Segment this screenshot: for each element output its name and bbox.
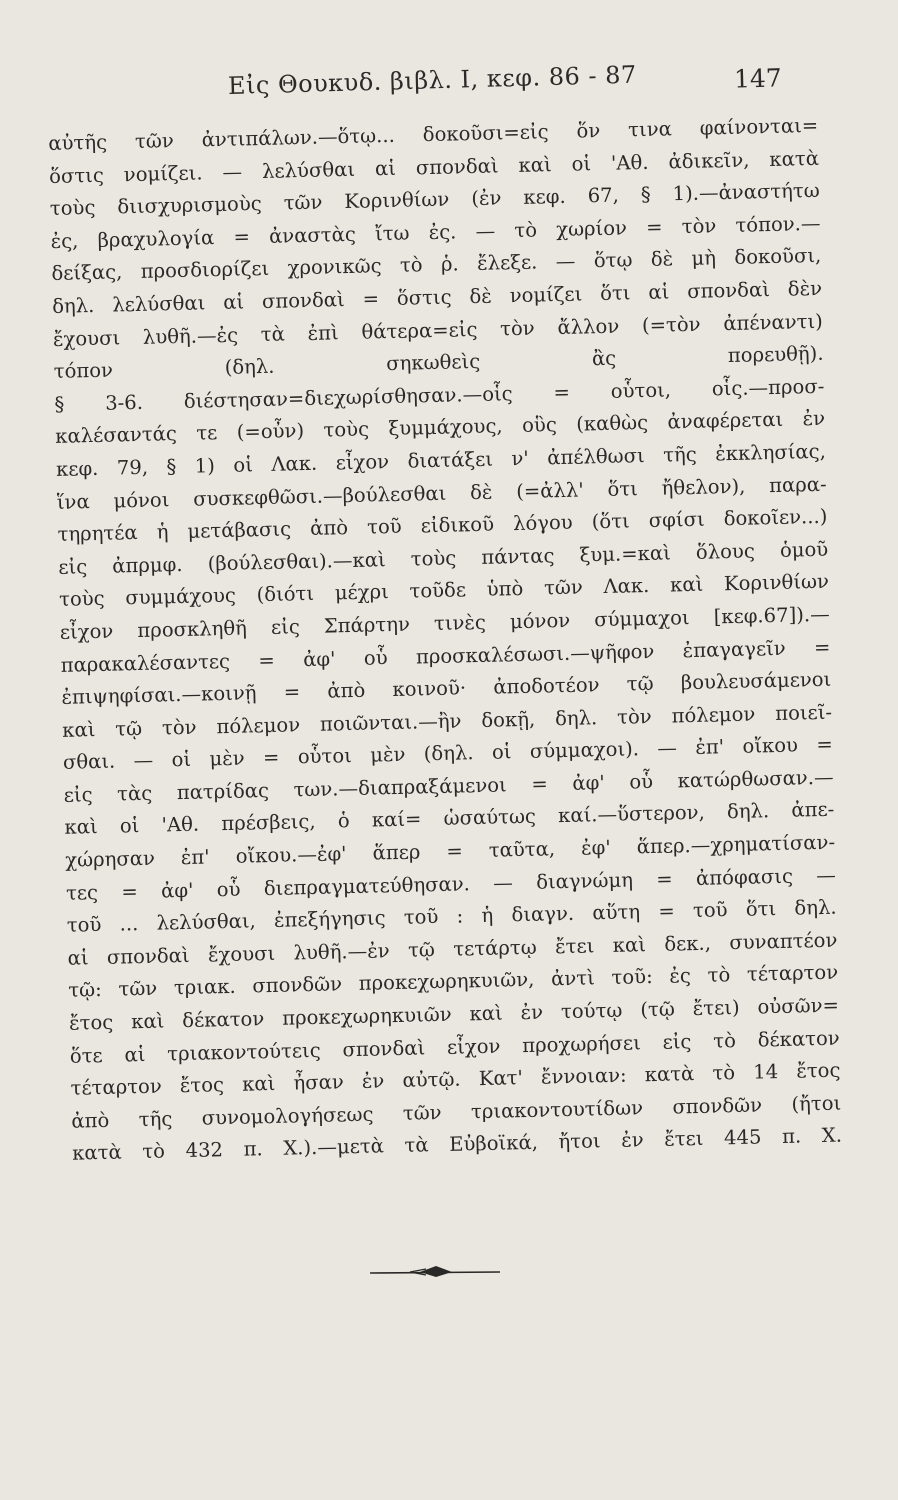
text-line: τοῦ ... λελύσθαι, ἐπεξήγησις τοῦ : ἡ διαγν. αὕτη = τοῦ ὅτι δηλ.: [66, 895, 837, 938]
text-line: ὅστις νομίζει. — λελύσθαι αἱ σπονδαὶ καὶ οἱ 'Αθ. ἀδικεῖν, κατὰ: [48, 146, 820, 188]
text-line: ὅτε αἱ τριακοντούτεις σπονδαὶ εἶχον προχωρήσει εἰς τὸ δέκατον: [69, 1026, 840, 1068]
page-number: 147: [733, 63, 783, 94]
text-line: δηλ. λελύσθαι αἱ σπονδαὶ = ὅστις δὲ νομίζει ὅτι αἱ σπονδαὶ δὲν: [51, 276, 823, 318]
text-line: κεφ. 79, § 1) οἱ Λακ. εἶχον διατάξει ν' ἀπέλθωσι τῆς ἐκκλησίας,: [55, 439, 827, 481]
text-line: τες = ἀφ' οὗ διεπραγματεύθησαν. — διαγνώμη = ἀπόφασις —: [65, 863, 837, 905]
text-line: τέταρτον ἔτος καὶ ἦσαν ἐν αὐτῷ. Κατ' ἔννοιαν: κατὰ τὸ 14 ἔτος: [70, 1058, 841, 1100]
text-line: τοὺς διισχυρισμοὺς τῶν Κορινθίων (ἐν κεφ. 67, § 1).—ἀναστήτω: [49, 179, 820, 221]
text-line: εἰς ἀπρμφ. (βούλεσθαι).—καὶ τοὺς πάντας ξυμ.=καὶ ὅλους ὁμοῦ: [58, 537, 829, 579]
text-line: εἰς τὰς πατρίδας των.—διαπραξάμενοι = ἀφ' οὗ κατώρθωσαν.—: [63, 765, 834, 807]
text-line: § 3-6. διέστησαν=διεχωρίσθησαν.—οἷς = οὗτοι, οἷς.—προσ-: [54, 374, 825, 416]
dash-flourish-icon: [370, 1262, 500, 1282]
text-line: τῷ: τῶν τριακ. σπονδῶν προκεχωρηκυιῶν, ἀντὶ τοῦ: ἐς τὸ τέταρτον: [68, 961, 839, 1003]
text-line: αἱ σπονδαὶ ἔχουσι λυθῆ.—ἐν τῷ τετάρτῳ ἔτει καὶ δεκ., συναπτέον: [67, 928, 838, 970]
text-line: ἐπιψηφίσαι.—κοινῇ = ἀπὸ κοινοῦ· ἀποδοτέον τῷ βουλευσάμενοι: [61, 667, 832, 709]
text-line: τοὺς συμμάχους (διότι μέχρι τοῦδε ὑπὸ τῶν Λακ. καὶ Κορινθίων: [58, 570, 830, 612]
page-header: [0, 62, 898, 106]
text-line: καὶ τῷ τὸν πόλεμον ποιῶνται.—ἢν δοκῇ, δηλ. τὸν πόλεμον ποιεῖ-: [61, 700, 833, 742]
commentary-text: [48, 110, 842, 1171]
text-line: ἔχουσι λυθῆ.—ἐς τὰ ἐπὶ θάτερα=εἰς τὸν ἄλλον (=τὸν ἀπέναντι): [52, 309, 824, 351]
text-line: τόπον (δηλ. σηκωθεὶς ἂς πορευθῇ).: [53, 341, 824, 384]
text-line: τηρητέα ἡ μετάβασις ἀπὸ τοῦ εἰδικοῦ λόγου (ὅτι σφίσι δοκοῖεν...): [57, 504, 828, 547]
text-line: εἶχον προσκληθῆ εἰς Σπάρτην τινὲς μόνον σύμμαχοι [κεφ.67]).—: [59, 602, 830, 644]
text-line: καὶ οἱ 'Αθ. πρέσβεις, ὁ καί= ὡσαύτως καί.—ὕστερον, δηλ. ἀπε-: [64, 798, 835, 840]
text-line: χώρησαν ἐπ' οἴκου.—ἐφ' ἅπερ = ταῦτα, ἐφ' ἅπερ.—χρηματίσαν-: [64, 830, 836, 872]
text-line: ἀπὸ τῆς συνομολογήσεως τῶν τριακοντουτίδων σπονδῶν (ἤτοι: [71, 1091, 842, 1133]
text-line: δείξας, προσδιορίζει χρονικῶς τὸ ῥ. ἔλεξε. — ὅτῳ δὲ μὴ δοκοῦσι,: [51, 244, 822, 286]
text-line: ἔτος καὶ δέκατον προκεχωρηκυιῶν καὶ ἐν τούτῳ (τῷ ἔτει) οὐσῶν=: [68, 993, 840, 1035]
text-line: ἐς, βραχυλογία = ἀναστὰς ἴτω ἐς. — τὸ χωρίον = τὸν τόπον.—: [50, 211, 821, 253]
text-line: παρακαλέσαντες = ἀφ' οὗ προσκαλέσωσι.—ψῆφον ἐπαγαγεῖν =: [60, 635, 831, 677]
text-line: ἵνα μόνοι συσκεφθῶσι.—βούλεσθαι δὲ (=ἀλλ' ὅτι ἤθελον), παρα-: [56, 472, 827, 514]
text-line: κατὰ τὸ 432 π. Χ.).—μετὰ τὰ Εὐβοϊκά, ἤτοι ἐν ἔτει 445 π. Χ.: [71, 1123, 843, 1166]
text-line: καλέσαντάς τε (=οὖν) τοὺς ξυμμάχους, οὓς (καθὼς ἀναφέρεται ἐν: [55, 407, 826, 449]
text-line: αὐτῆς τῶν ἀντιπάλων.—ὅτῳ... δοκοῦσι=εἰς ὅν τινα φαίνονται=: [48, 113, 819, 155]
running-title: Εἰς Θουκυδ. βιβλ. Ι, κεφ. 86 - 87: [227, 60, 638, 100]
text-line: σθαι. — οἱ μὲν = οὗτοι μὲν (δηλ. οἱ σύμμαχοι). — ἐπ' οἴκου =: [62, 732, 834, 775]
